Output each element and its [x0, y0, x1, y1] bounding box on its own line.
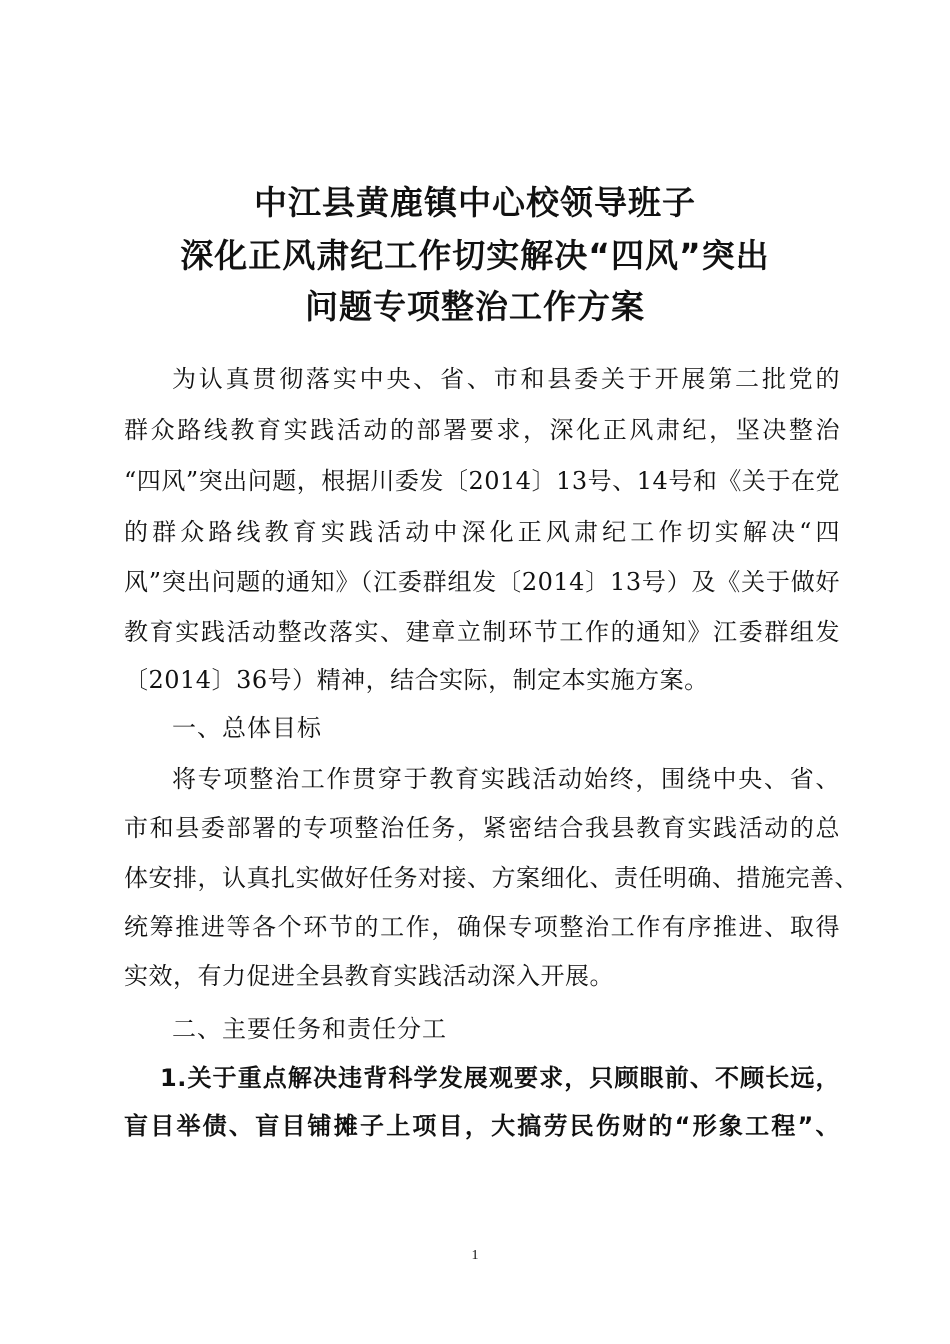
- document-title-line-1: 中江县黄鹿镇中心校领导班子: [254, 183, 696, 222]
- intro-line-7: 〔2014〕36号）精神，结合实际，制定本实施方案。: [124, 666, 709, 694]
- intro-line-2: 群众路线教育实践活动的部署要求，深化正风肃纪，坚决整治: [124, 416, 840, 444]
- document-title-line-3: 问题专项整治工作方案: [305, 287, 645, 326]
- item1-line-2: 盲目举债、盲目铺摊子上项目，大搞劳民伤财的“形象工程”、: [124, 1112, 840, 1140]
- section1-line-5: 实效，有力促进全县教育实践活动深入开展。: [124, 962, 614, 990]
- intro-line-3: “四风”突出问题，根据川委发〔2014〕13号、14号和《关于在党: [124, 467, 840, 495]
- section-heading-main-tasks: 二、主要任务和责任分工: [172, 1015, 447, 1043]
- section1-line-4: 统筹推进等各个环节的工作，确保专项整治工作有序推进、取得: [124, 913, 840, 941]
- page-number: 1: [471, 1248, 479, 1263]
- section-heading-overall-goal: 一、总体目标: [172, 714, 322, 742]
- section1-line-1: 将专项整治工作贯穿于教育实践活动始终，围绕中央、省、: [172, 765, 840, 793]
- intro-line-4: 的群众路线教育实践活动中深化正风肃纪工作切实解决“四: [124, 518, 840, 546]
- intro-line-5: 风”突出问题的通知》（江委群组发〔2014〕13号）及《关于做好: [124, 568, 840, 596]
- section1-line-3: 体安排，认真扎实做好任务对接、方案细化、责任明确、措施完善、: [124, 864, 859, 892]
- item1-line-1: 1.关于重点解决违背科学发展观要求，只顾眼前、不顾长远，: [160, 1064, 840, 1092]
- intro-line-1: 为认真贯彻落实中央、省、市和县委关于开展第二批党的: [172, 365, 840, 393]
- section1-line-2: 市和县委部署的专项整治任务，紧密结合我县教育实践活动的总: [124, 814, 840, 842]
- intro-line-6: 教育实践活动整改落实、建章立制环节工作的通知》江委群组发: [124, 618, 840, 646]
- document-title-line-2: 深化正风肃纪工作切实解决“四风”突出: [180, 236, 770, 275]
